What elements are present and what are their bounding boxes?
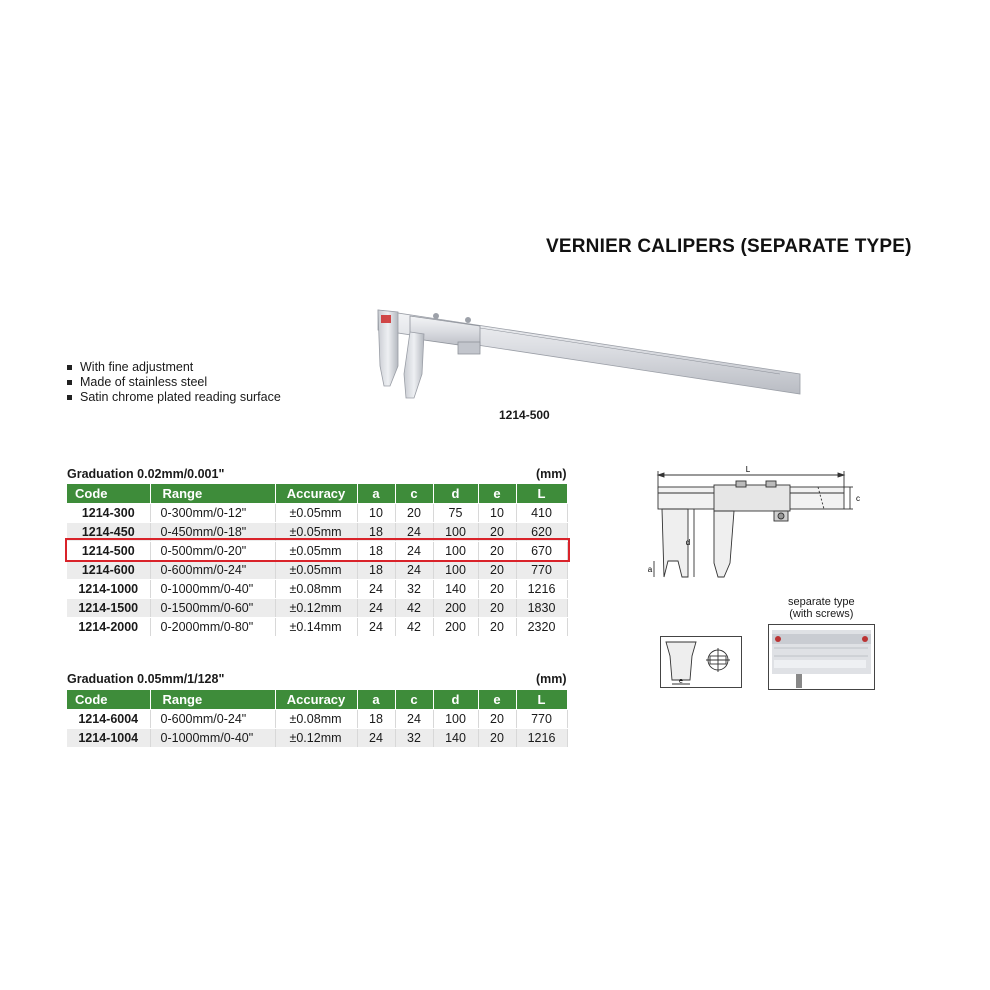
value-cell: 18 — [357, 560, 395, 579]
column-header: Code — [67, 690, 150, 709]
value-cell: 24 — [357, 617, 395, 636]
column-header: c — [395, 484, 433, 503]
label-e: e — [679, 678, 683, 685]
value-cell: 100 — [433, 541, 478, 560]
value-cell: 18 — [357, 522, 395, 541]
value-cell: 10 — [478, 503, 516, 522]
table-header-row — [67, 484, 567, 503]
column-header: L — [516, 484, 567, 503]
value-cell: 770 — [516, 560, 567, 579]
value-cell: 1216 — [516, 728, 567, 747]
range-cell: 0-1000mm/0-40" — [150, 728, 275, 747]
value-cell: 24 — [357, 598, 395, 617]
value-cell: 24 — [357, 579, 395, 598]
code-cell: 1214-500 — [67, 541, 150, 560]
table-row — [67, 579, 567, 598]
range-cell: 0-450mm/0-18" — [150, 522, 275, 541]
value-cell: 32 — [395, 579, 433, 598]
value-cell: 42 — [395, 617, 433, 636]
table-row — [67, 728, 567, 747]
caliper-photo — [360, 302, 804, 402]
value-cell: 100 — [433, 709, 478, 728]
table-row — [67, 503, 567, 522]
column-header: Code — [67, 484, 150, 503]
detail-caption: separate type (with screws) — [788, 596, 855, 620]
value-cell: 20 — [395, 503, 433, 522]
range-cell: 0-600mm/0-24" — [150, 709, 275, 728]
column-header: Accuracy — [275, 690, 357, 709]
value-cell: 20 — [478, 598, 516, 617]
jaw-tip-detail — [660, 636, 742, 688]
value-cell: 20 — [478, 560, 516, 579]
feature-list — [66, 360, 281, 405]
value-cell: 670 — [516, 541, 567, 560]
value-cell: 20 — [478, 522, 516, 541]
column-header: d — [433, 484, 478, 503]
feature-item: With fine adjustment — [66, 360, 281, 375]
column-header: c — [395, 690, 433, 709]
code-cell: 1214-1000 — [67, 579, 150, 598]
value-cell: 24 — [395, 709, 433, 728]
value-cell: 1216 — [516, 579, 567, 598]
value-cell: 410 — [516, 503, 567, 522]
code-cell: 1214-300 — [67, 503, 150, 522]
value-cell: 24 — [357, 728, 395, 747]
code-cell: 1214-450 — [67, 522, 150, 541]
table-row — [67, 709, 567, 728]
label-a: a — [647, 565, 653, 574]
photo-caption: 1214-500 — [499, 408, 550, 422]
graduation-heading: Graduation 0.05mm/1/128" — [67, 672, 225, 686]
value-cell: 140 — [433, 728, 478, 747]
accuracy-cell: ±0.05mm — [275, 541, 357, 560]
code-cell: 1214-6004 — [67, 709, 150, 728]
accuracy-cell: ±0.05mm — [275, 522, 357, 541]
accuracy-cell: ±0.08mm — [275, 579, 357, 598]
code-cell: 1214-2000 — [67, 617, 150, 636]
feature-item: Satin chrome plated reading surface — [66, 390, 281, 405]
column-header: Accuracy — [275, 484, 357, 503]
accuracy-cell: ±0.05mm — [275, 560, 357, 579]
value-cell: 18 — [357, 709, 395, 728]
table-header-row — [67, 690, 567, 709]
accuracy-cell: ±0.05mm — [275, 503, 357, 522]
range-cell: 0-1000mm/0-40" — [150, 579, 275, 598]
value-cell: 24 — [395, 541, 433, 560]
column-header: a — [357, 484, 395, 503]
spec-table — [67, 690, 568, 748]
separate-type-detail — [768, 624, 875, 690]
value-cell: 18 — [357, 541, 395, 560]
value-cell: 20 — [478, 617, 516, 636]
table-row — [67, 598, 567, 617]
range-cell: 0-1500mm/0-60" — [150, 598, 275, 617]
column-header: a — [357, 690, 395, 709]
range-cell: 0-2000mm/0-80" — [150, 617, 275, 636]
code-cell: 1214-1500 — [67, 598, 150, 617]
code-cell: 1214-600 — [67, 560, 150, 579]
accuracy-cell: ±0.12mm — [275, 728, 357, 747]
code-cell: 1214-1004 — [67, 728, 150, 747]
page-title: VERNIER CALIPERS (SEPARATE TYPE) — [546, 236, 912, 257]
range-cell: 0-600mm/0-24" — [150, 560, 275, 579]
label-l: L — [745, 465, 751, 474]
value-cell: 1830 — [516, 598, 567, 617]
accuracy-cell: ±0.12mm — [275, 598, 357, 617]
value-cell: 32 — [395, 728, 433, 747]
value-cell: 100 — [433, 560, 478, 579]
value-cell: 200 — [433, 598, 478, 617]
column-header: Range — [150, 484, 275, 503]
unit-label: (mm) — [536, 672, 567, 686]
value-cell: 770 — [516, 709, 567, 728]
value-cell: 42 — [395, 598, 433, 617]
value-cell: 20 — [478, 709, 516, 728]
unit-label: (mm) — [536, 467, 567, 481]
graduation-heading: Graduation 0.02mm/0.001" — [67, 467, 225, 481]
value-cell: 24 — [395, 522, 433, 541]
table-row — [67, 617, 567, 636]
column-header: Range — [150, 690, 275, 709]
accuracy-cell: ±0.08mm — [275, 709, 357, 728]
value-cell: 20 — [478, 541, 516, 560]
value-cell: 20 — [478, 728, 516, 747]
label-d: d — [685, 538, 691, 547]
table-row — [67, 560, 567, 579]
label-c: c — [856, 494, 860, 503]
value-cell: 20 — [478, 579, 516, 598]
value-cell: 2320 — [516, 617, 567, 636]
value-cell: 100 — [433, 522, 478, 541]
range-cell: 0-500mm/0-20" — [150, 541, 275, 560]
column-header: e — [478, 690, 516, 709]
column-header: L — [516, 690, 567, 709]
value-cell: 200 — [433, 617, 478, 636]
value-cell: 75 — [433, 503, 478, 522]
column-header: e — [478, 484, 516, 503]
value-cell: 140 — [433, 579, 478, 598]
feature-item: Made of stainless steel — [66, 375, 281, 390]
range-cell: 0-300mm/0-12" — [150, 503, 275, 522]
accuracy-cell: ±0.14mm — [275, 617, 357, 636]
value-cell: 24 — [395, 560, 433, 579]
column-header: d — [433, 690, 478, 709]
value-cell: 10 — [357, 503, 395, 522]
dimension-diagram — [638, 465, 860, 585]
highlighted-row-outline — [65, 538, 570, 562]
value-cell: 620 — [516, 522, 567, 541]
